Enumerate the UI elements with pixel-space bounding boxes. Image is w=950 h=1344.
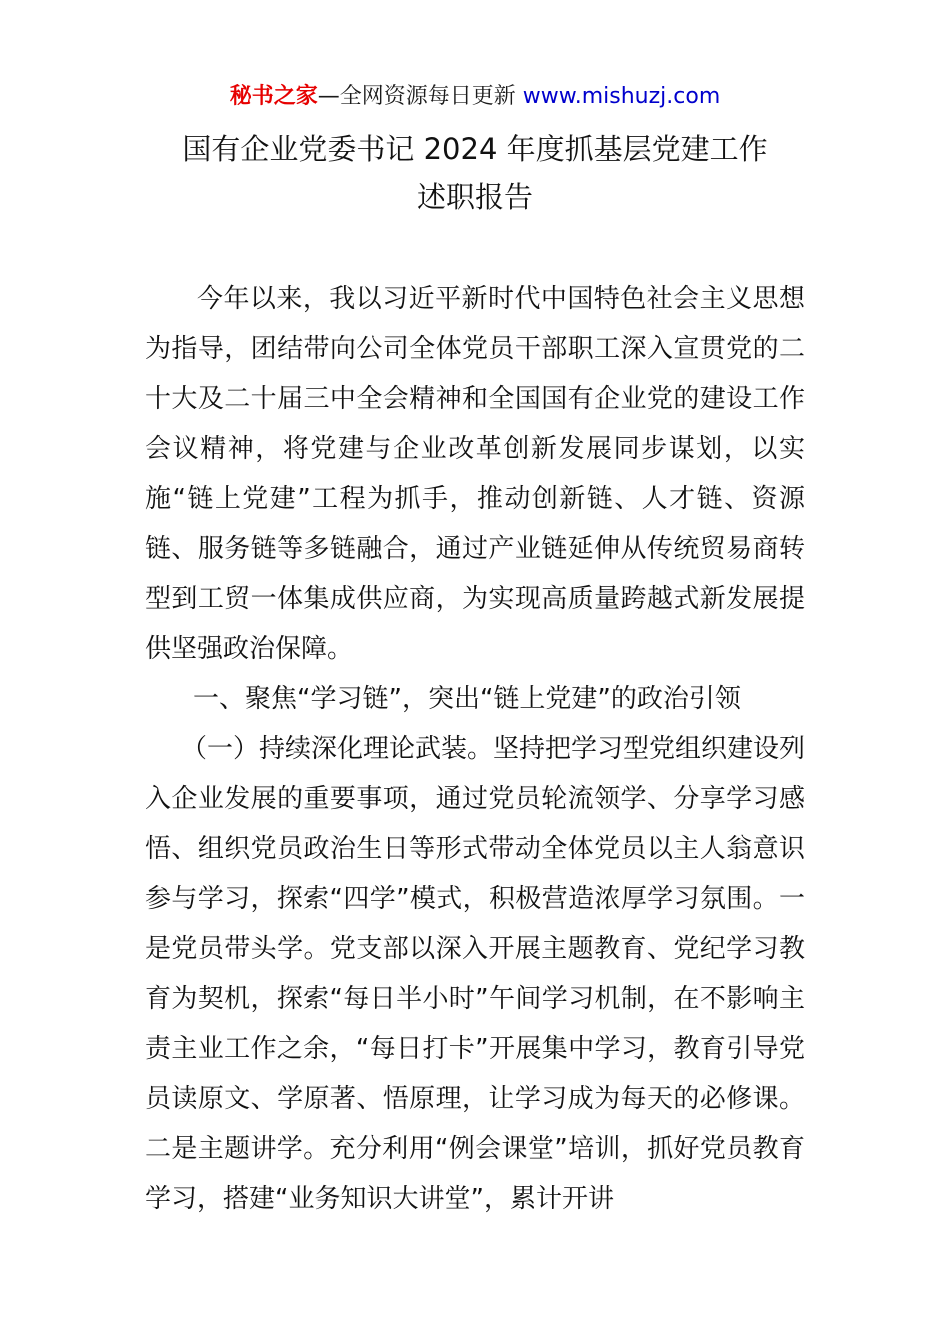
- subsection-paragraph-1: （一）持续深化理论武装。坚持把学习型党组织建设列入企业发展的重要事项，通过党员轮流领学、分享学习感悟、组织党员政治生日等形式带动全体党员以主人翁意识参与学习，探索“四学”模式，积极营造浓厚学习氛围。一是党员带头学。党支部以深入开展主题教育、党纪学习教育为契机，探索“每日半小时”午间学习机制，在不影响主责主业工作之余，“每日打卡”开展集中学习，教育引导党员读原文、学原著、悟原理，让学习成为每天的必修课。二是主题讲学。充分利用“例会课堂”培训，抓好党员教育学习，搭建“业务知识大讲堂”，累计开讲: [145, 734, 806, 1214]
- title-line-1: 国有企业党委书记 2024 年度抓基层党建工作: [182, 132, 768, 166]
- intro-paragraph: 今年以来，我以习近平新时代中国特色社会主义思想为指导，团结带向公司全体党员干部职工深入宣贯党的二十大及二十届三中全会精神和全国国有企业党的建设工作会议精神，将党建与企业改革创新发展同步谋划，以实施“链上党建”工程为抓手，推动创新链、人才链、资源链、服务链等多链融合，通过产业链延伸从传统贸易商转型到工贸一体集成供应商，为实现高质量跨越式新发展提供坚强政治保障。: [145, 284, 805, 664]
- document-title: [0, 125, 950, 221]
- site-brand: 秘书之家: [229, 84, 318, 109]
- title-line-2: 述职报告: [416, 180, 533, 214]
- site-header: [0, 80, 950, 114]
- site-url[interactable]: www.mishuzj.com: [522, 84, 721, 109]
- document-body: [145, 274, 805, 1224]
- section-heading-1: 一、聚焦“学习链”，突出“链上党建”的政治引领: [193, 684, 741, 714]
- site-tagline: —全网资源每日更新: [317, 84, 516, 109]
